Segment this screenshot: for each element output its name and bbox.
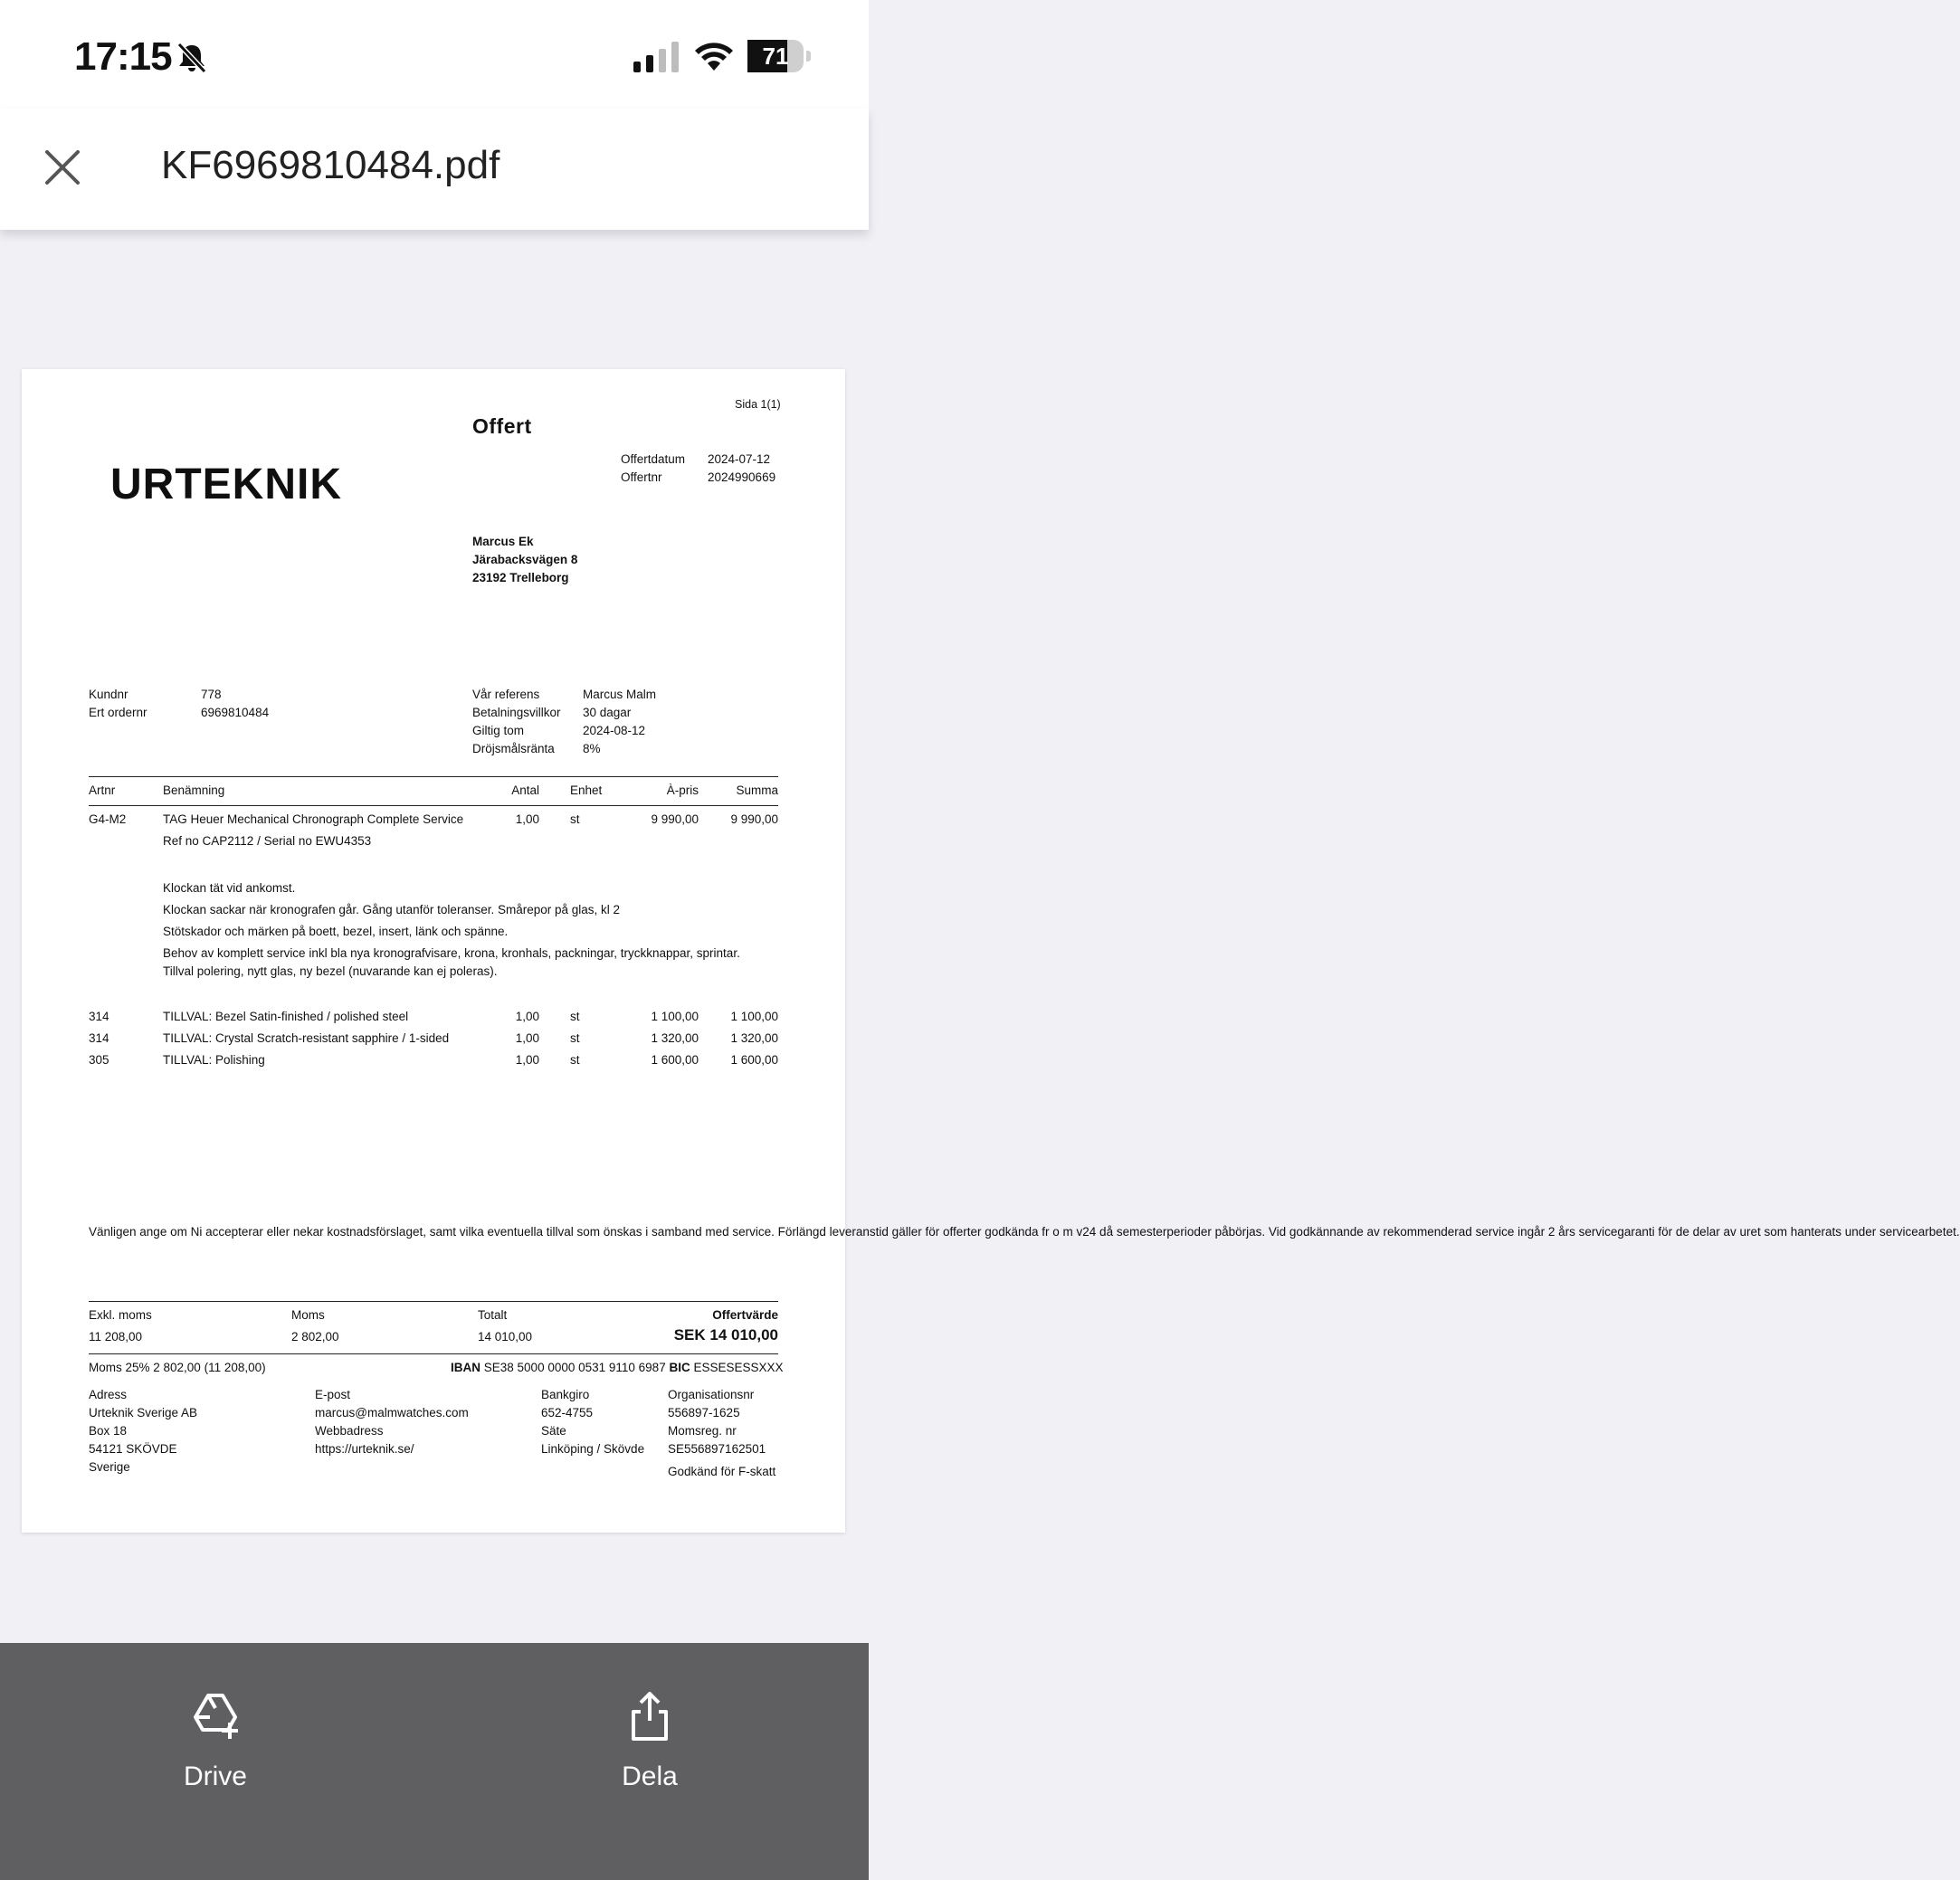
divider — [89, 1301, 778, 1302]
note-line: Stötskador och märken på boett, bezel, insert, länk och spänne. — [163, 925, 509, 938]
recipient-address — [472, 533, 577, 587]
totals-value-exkl: 11 208,00 — [89, 1330, 143, 1344]
item-apris: 9 990,00 — [651, 812, 699, 826]
note-line: Behov av komplett service inkl bla nya kronografvisare, krona, kronhals, packningar, tryckknappar, sprintar. — [163, 946, 740, 960]
bic-value: ESSESESSXXX — [693, 1361, 784, 1374]
meta-row — [621, 451, 775, 469]
option-benamning: TILLVAL: Polishing — [163, 1053, 265, 1067]
footer-value: Urteknik Sverige AB — [89, 1406, 198, 1419]
drive-button[interactable] — [125, 1688, 306, 1806]
file-name: KF6969810484.pdf — [161, 143, 500, 187]
footer-value: Linköping / Skövde — [541, 1442, 645, 1456]
totals-label-exkl: Exkl. moms — [89, 1308, 152, 1322]
meta-label: Offertnr — [621, 470, 662, 484]
option-artnr: 314 — [89, 1031, 109, 1045]
info-label: Vår referens — [472, 688, 540, 701]
info-label: Betalningsvillkor — [472, 706, 561, 719]
option-apris: 1 600,00 — [651, 1053, 699, 1067]
option-antal: 1,00 — [515, 1010, 539, 1023]
meta-value: 2024990669 — [708, 470, 776, 484]
share-button[interactable] — [559, 1688, 740, 1806]
info-value: Marcus Malm — [583, 688, 657, 701]
close-icon[interactable] — [42, 147, 83, 188]
option-summa: 1 600,00 — [730, 1053, 778, 1067]
recipient-name: Marcus Ek — [472, 535, 534, 548]
footer-company — [668, 1386, 775, 1481]
footer-label: Organisationsnr — [668, 1388, 755, 1401]
moms-summary: Moms 25% 2 802,00 (11 208,00) — [89, 1361, 266, 1374]
info-row — [472, 686, 656, 704]
wifi-icon — [693, 40, 735, 72]
info-row — [89, 704, 269, 722]
note-line: Klockan tät vid ankomst. — [163, 881, 296, 895]
battery-icon — [747, 40, 811, 74]
info-value: 8% — [583, 742, 601, 755]
page-indicator: Sida 1(1) — [735, 398, 781, 411]
info-value: 6969810484 — [201, 706, 270, 719]
info-row — [472, 722, 656, 740]
table-header-artnr: Artnr — [89, 783, 116, 797]
footer-value: Sverige — [89, 1460, 130, 1474]
item-benamning: TAG Heuer Mechanical Chronograph Complete Service — [163, 812, 464, 826]
company-logo: URTEKNIK — [110, 461, 342, 508]
footer-website[interactable]: https://urteknik.se/ — [315, 1442, 414, 1456]
divider — [89, 776, 778, 777]
meta-value: 2024-07-12 — [708, 452, 771, 466]
info-label: Kundnr — [89, 688, 128, 701]
footer-label: Säte — [541, 1424, 566, 1438]
info-label: Ert ordernr — [89, 706, 147, 719]
status-time: 17:15 — [74, 34, 172, 79]
footer-contact — [315, 1386, 469, 1458]
pdf-page[interactable] — [22, 369, 1960, 1533]
footer-value: 556897-1625 — [668, 1406, 740, 1419]
battery-level: 71 — [762, 43, 789, 70]
option-apris: 1 100,00 — [651, 1010, 699, 1023]
totals-value-moms: 2 802,00 — [291, 1330, 339, 1344]
note-line: Klockan sackar när kronografen går. Gång utanför toleranser. Smårepor på glas, kl 2 — [163, 903, 621, 916]
totals-value-totalt: 14 010,00 — [478, 1330, 533, 1344]
document-title: Offert — [472, 414, 532, 438]
recipient-street: Järabacksvägen 8 — [472, 553, 578, 566]
viewer-header — [0, 109, 869, 230]
cellular-signal-icon — [633, 42, 680, 72]
footer-label: Bankgiro — [541, 1388, 590, 1401]
option-summa: 1 320,00 — [730, 1031, 778, 1045]
recipient-city: 23192 Trelleborg — [472, 571, 569, 584]
info-row — [89, 686, 269, 704]
service-notes — [163, 878, 778, 981]
footer-bank — [541, 1386, 644, 1458]
table-header-summa: Summa — [736, 783, 778, 797]
drive-add-icon — [188, 1688, 243, 1742]
iban-label: IBAN — [451, 1361, 480, 1374]
customer-info-right — [472, 686, 656, 758]
item-enhet: st — [570, 812, 580, 826]
info-row — [472, 740, 656, 758]
info-value: 30 dagar — [583, 706, 632, 719]
divider — [89, 805, 778, 806]
info-label: Dröjsmålsränta — [472, 742, 555, 755]
totals-label-moms: Moms — [291, 1308, 325, 1322]
divider — [89, 1353, 778, 1354]
footer-address — [89, 1386, 197, 1476]
info-label: Giltig tom — [472, 724, 525, 737]
meta-label: Offertdatum — [621, 452, 686, 466]
info-value: 778 — [201, 688, 222, 701]
option-antal: 1,00 — [515, 1031, 539, 1045]
footer-value: 54121 SKÖVDE — [89, 1442, 177, 1456]
share-label: Dela — [622, 1761, 678, 1791]
footer-value: 652-4755 — [541, 1406, 594, 1419]
share-icon — [623, 1688, 677, 1742]
table-header-benamning: Benämning — [163, 783, 225, 797]
customer-info-left — [89, 686, 269, 722]
table-header-antal: Antal — [511, 783, 539, 797]
footer-value: SE556897162501 — [668, 1442, 766, 1456]
footer-label: Momsreg. nr — [668, 1424, 737, 1438]
bell-slash-icon — [174, 40, 210, 76]
bic-label: BIC — [669, 1361, 690, 1374]
info-value: 2024-08-12 — [583, 724, 646, 737]
option-enhet: st — [570, 1031, 580, 1045]
item-artnr: G4-M2 — [89, 812, 127, 826]
battery-nub — [806, 51, 811, 62]
drive-label: Drive — [183, 1761, 247, 1791]
note-line: Tillval polering, nytt glas, ny bezel (nuvarande kan ej poleras). — [163, 964, 498, 978]
offer-meta — [621, 451, 775, 487]
table-header-apris: À-pris — [666, 783, 699, 797]
footer-label: Webbadress — [315, 1424, 384, 1438]
footer-fskatt: Godkänd för F-skatt — [668, 1465, 776, 1478]
option-summa: 1 100,00 — [730, 1010, 778, 1023]
status-bar — [0, 0, 869, 109]
footer-label: Adress — [89, 1388, 128, 1401]
totals-label-offertvarde: Offertvärde — [712, 1308, 778, 1322]
option-benamning: TILLVAL: Bezel Satin-finished / polished steel — [163, 1010, 409, 1023]
footer-value: Box 18 — [89, 1424, 128, 1438]
option-artnr: 305 — [89, 1053, 109, 1067]
totals-label-totalt: Totalt — [478, 1308, 508, 1322]
footer-email[interactable]: marcus@malmwatches.com — [315, 1406, 469, 1419]
iban-value: SE38 5000 0000 0531 9110 6987 — [483, 1361, 666, 1374]
info-row — [472, 704, 656, 722]
meta-row — [621, 469, 775, 487]
option-benamning: TILLVAL: Crystal Scratch-resistant sapphire / 1-sided — [163, 1031, 450, 1045]
item-antal: 1,00 — [515, 812, 539, 826]
table-header-enhet: Enhet — [570, 783, 603, 797]
option-artnr: 314 — [89, 1010, 109, 1023]
option-enhet: st — [570, 1010, 580, 1023]
terms-text: Vänligen ange om Ni accepterar eller nekar kostnadsförslaget, samt vilka eventuella tillval som önskas i samband med service. Förlängd leveranstid gäller för offerter godkända fr o m v24 då semesterperioder påbörjas. Vid godkännande av rekommenderad service ingår 2 års servicegaranti för de delar av uret som hanterats under servicearbetet. — [89, 1225, 1960, 1239]
bottom-action-bar — [0, 1643, 869, 1880]
option-antal: 1,00 — [515, 1053, 539, 1067]
battery-shell — [747, 40, 804, 72]
option-enhet: st — [570, 1053, 580, 1067]
item-summa: 9 990,00 — [730, 812, 778, 826]
totals-value-offertvarde: SEK 14 010,00 — [673, 1326, 778, 1344]
bank-details — [451, 1361, 784, 1374]
option-apris: 1 320,00 — [651, 1031, 699, 1045]
item-ref: Ref no CAP2112 / Serial no EWU4353 — [163, 834, 372, 848]
footer-label: E-post — [315, 1388, 351, 1401]
